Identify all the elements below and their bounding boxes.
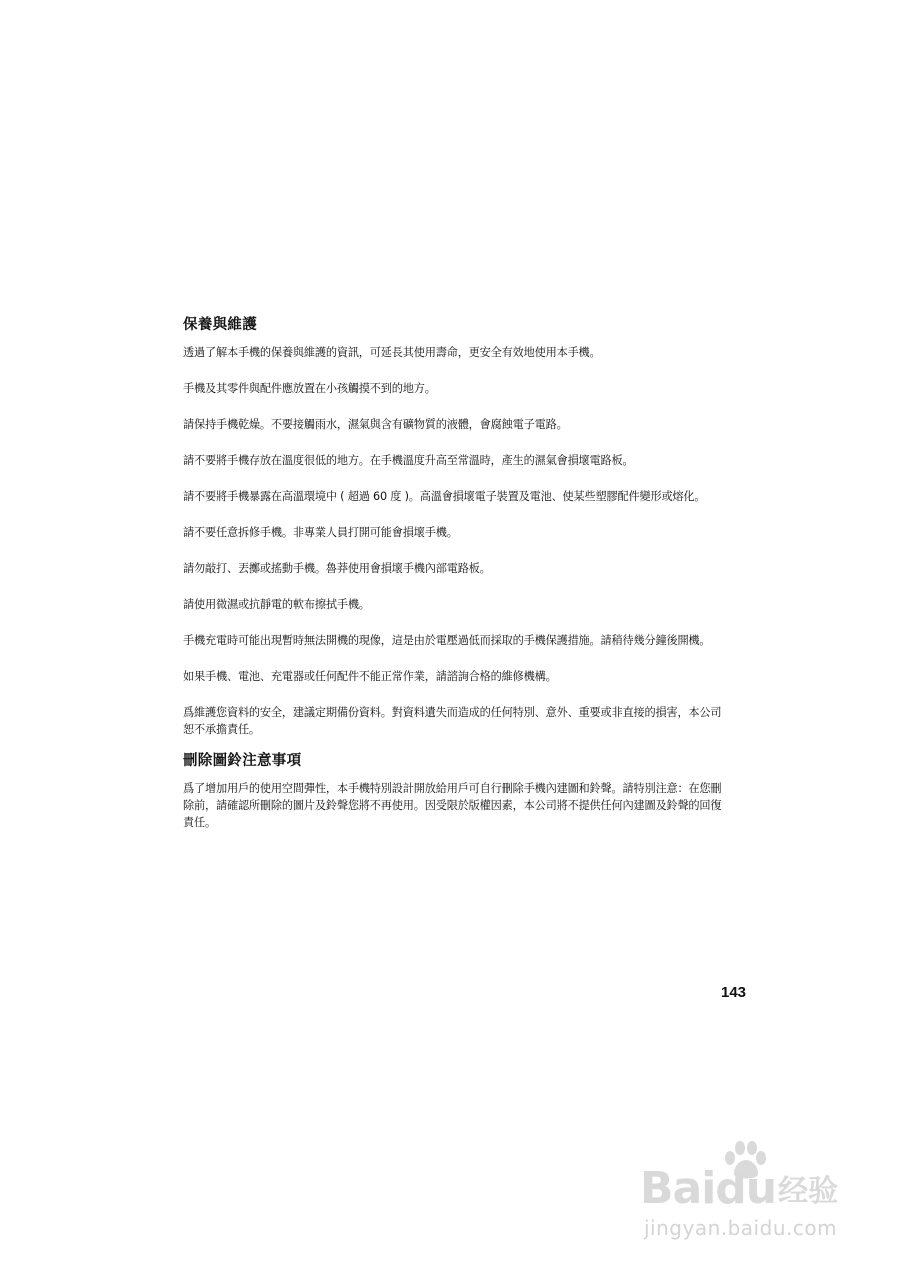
page-number: 143 xyxy=(721,984,747,1001)
paragraph: 請不要任意拆修手機。非專業人員打開可能會損壞手機。 xyxy=(183,526,458,539)
paragraph: 如果手機、電池、充電器或任何配件不能正常作業，請諮詢合格的維修機構。 xyxy=(183,670,557,683)
paragraph: 手機及其零件與配件應放置在小孩觸摸不到的地方。 xyxy=(183,382,436,395)
watermark-brand: Baidu xyxy=(640,1163,777,1214)
section-title-care: 保養與維護 xyxy=(183,317,257,333)
paragraph: 請不要將手機存放在溫度很低的地方。在手機溫度升高至常溫時，產生的濕氣會損壞電路板。 xyxy=(183,454,634,467)
watermark-logo-row xyxy=(640,1158,838,1214)
page-content xyxy=(183,314,723,850)
paragraph: 透過了解本手機的保養與維護的資訊，可延長其使用壽命，更安全有效地使用本手機。 xyxy=(183,346,601,359)
section-title-delete-ringtones: 刪除圖鈴注意事項 xyxy=(183,753,302,769)
paragraph: 請不要將手機暴露在高溫環境中 ( 超過 60 度 )。高溫會損壞電子裝置及電池、使某些塑膠配件變形或熔化。 xyxy=(183,490,706,503)
paragraph: 請保持手機乾燥。不要接觸雨水，濕氣與含有礦物質的液體，會腐蝕電子電路。 xyxy=(183,418,568,431)
baidu-watermark xyxy=(640,1140,880,1250)
watermark-brand-cn: 经验 xyxy=(778,1174,839,1209)
paragraph: 請使用微濕或抗靜電的軟布擦拭手機。 xyxy=(183,598,370,611)
paragraph: 爲了增加用戶的使用空間彈性，本手機特別設計開放給用戶可自行刪除手機內建圖和鈴聲。請特別注意：在您刪除前，請確認所刪除的圖片及鈴聲您將不再使用。因受限於版權因素，本公司將不提供任何內建圖及鈴聲的回復責任。 xyxy=(183,782,722,829)
paragraph: 手機充電時可能出現暫時無法開機的現像，這是由於電壓過低而採取的手機保護措施。請稍待幾分鐘後開機。 xyxy=(183,634,711,647)
watermark-url: jingyan.baidu.com xyxy=(644,1216,838,1240)
paragraph: 請勿敲打、丟擲或搖動手機。魯莽使用會損壞手機內部電路板。 xyxy=(183,562,491,575)
paragraph: 爲維護您資料的安全，建議定期備份資料。對資料遺失而造成的任何特別、意外、重要或非直接的損害，本公司恕不承擔責任。 xyxy=(183,706,722,736)
